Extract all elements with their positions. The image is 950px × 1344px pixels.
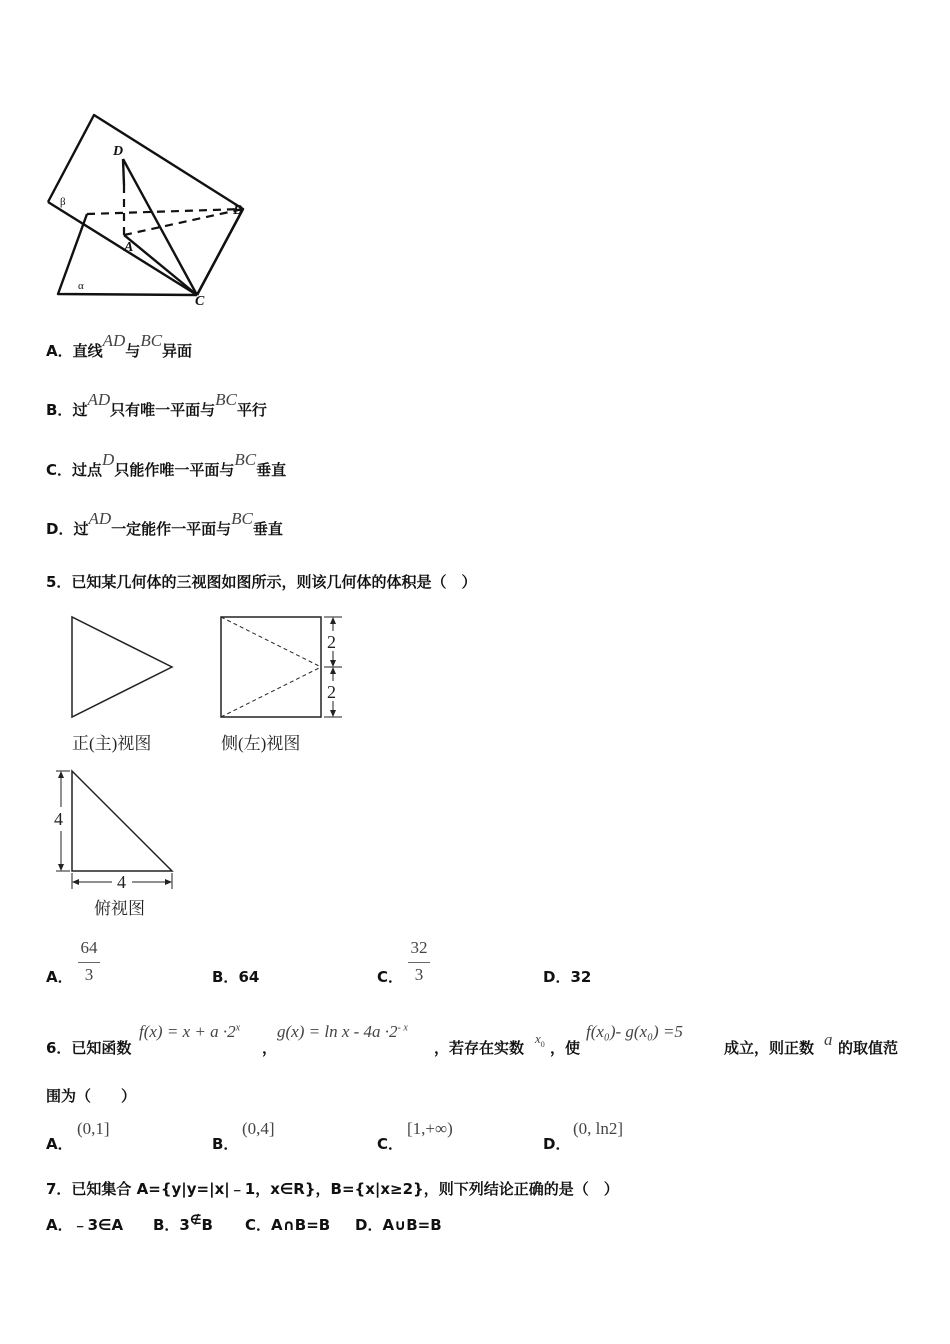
- q5-option-a-letter[interactable]: A．: [46, 968, 73, 986]
- q6-f-definition: $f(x) = x + a \cdot 2^x$: [139, 1022, 241, 1041]
- q6-post: 成立，则正数: [724, 1039, 815, 1057]
- dim-top: 2: [327, 632, 336, 652]
- q6-mid2: ，使: [550, 1039, 581, 1057]
- q4-option-d[interactable]: D．过AD一定能作一平面与BC垂直: [46, 509, 283, 538]
- q6-a: a: [824, 1030, 833, 1049]
- dim-bottom: 2: [327, 682, 336, 702]
- q6-option-a-value: (0,1]: [77, 1119, 110, 1138]
- q7-option-d[interactable]: D．A∪B=B: [355, 1216, 442, 1234]
- q5-option-c-denominator: 3: [414, 965, 424, 984]
- q5-stem: 5．已知某几何体的三视图如图所示，则该几何体的体积是（ ）: [46, 573, 477, 591]
- math-bc: BC: [215, 390, 237, 409]
- q6-mid: ，若存在实数: [434, 1039, 525, 1057]
- q6-stem-line2: 围为（ ）: [46, 1087, 137, 1105]
- label-C: C: [195, 294, 205, 309]
- q6-option-a-letter[interactable]: A．: [46, 1135, 73, 1153]
- q6-comma: ，: [262, 1039, 278, 1057]
- fraction-bar: [408, 962, 430, 963]
- front-view-caption: 正(主)视图: [72, 734, 152, 753]
- label-B: B: [233, 203, 243, 218]
- math-ad: AD: [87, 390, 111, 409]
- q6-option-d-letter[interactable]: D．: [543, 1135, 571, 1153]
- math-bc: BC: [140, 331, 163, 350]
- plane-beta: [48, 115, 243, 295]
- fraction-bar: [78, 962, 100, 963]
- q6-option-b-value: (0,4]: [242, 1119, 275, 1138]
- q6-end: 的取值范: [838, 1039, 899, 1057]
- planes-figure: [40, 105, 260, 315]
- q6-option-c-value: [1,+∞): [407, 1119, 453, 1138]
- label-beta: β: [60, 196, 66, 208]
- q5-option-b[interactable]: B．64: [212, 968, 260, 986]
- q5-option-d[interactable]: D．32: [543, 968, 592, 986]
- label-A: A: [124, 240, 134, 255]
- q7-stem: 7．已知集合 A={y|y=|x|﹣1，x∈R}，B={x|x≥2}，则下列结论正确的是（ ）: [46, 1180, 619, 1198]
- q7-option-c[interactable]: C．A∩B=B: [245, 1216, 331, 1234]
- math-ad: AD: [88, 509, 112, 528]
- label-alpha: α: [78, 280, 84, 292]
- q6-option-b-letter[interactable]: B．: [212, 1135, 239, 1153]
- side-view-square: [221, 617, 321, 717]
- side-view-caption: 侧(左)视图: [221, 734, 301, 753]
- dim-width: 4: [117, 872, 126, 892]
- q5-option-c-letter[interactable]: C．: [377, 968, 404, 986]
- math-ad: AD: [102, 331, 126, 350]
- q6-equation: f(x₀)- g(x₀) =5: [586, 1022, 683, 1041]
- q7-option-a[interactable]: A．﹣3∈A: [46, 1216, 124, 1234]
- math-bc: BC: [234, 450, 257, 469]
- q6-g-definition: $g(x) = \ln x - 4a \cdot 2^{- x}$: [277, 1022, 408, 1041]
- q7-option-b[interactable]: B．3∉B: [153, 1213, 213, 1234]
- q6-x0: $x_0$: [535, 1031, 545, 1050]
- q6-option-d-value: (0, ln2]: [573, 1119, 624, 1138]
- q5-option-c-numerator: 32: [410, 938, 428, 957]
- math-bc: BC: [231, 509, 253, 528]
- q4-option-b[interactable]: B．过AD只有唯一平面与BC平行: [46, 390, 267, 419]
- dim-height: 4: [54, 809, 63, 829]
- three-view-figure: [40, 605, 370, 925]
- math-d: D: [102, 450, 115, 469]
- front-view-triangle: [72, 617, 172, 717]
- top-view-caption: 俯视图: [94, 899, 145, 918]
- label-D: D: [113, 144, 124, 159]
- q6-stem-start: 6．已知函数: [46, 1039, 132, 1057]
- q5-option-a-numerator: 64: [80, 938, 98, 957]
- q5-option-a-denominator: 3: [84, 965, 94, 984]
- q4-option-c[interactable]: C．过点D只能作唯一平面与BC垂直: [46, 450, 287, 479]
- q6-option-c-letter[interactable]: C．: [377, 1135, 404, 1153]
- top-view-triangle: [72, 771, 172, 871]
- not-element-symbol: ∉: [189, 1213, 202, 1228]
- q4-option-a[interactable]: A．直线AD与BC异面: [46, 331, 193, 360]
